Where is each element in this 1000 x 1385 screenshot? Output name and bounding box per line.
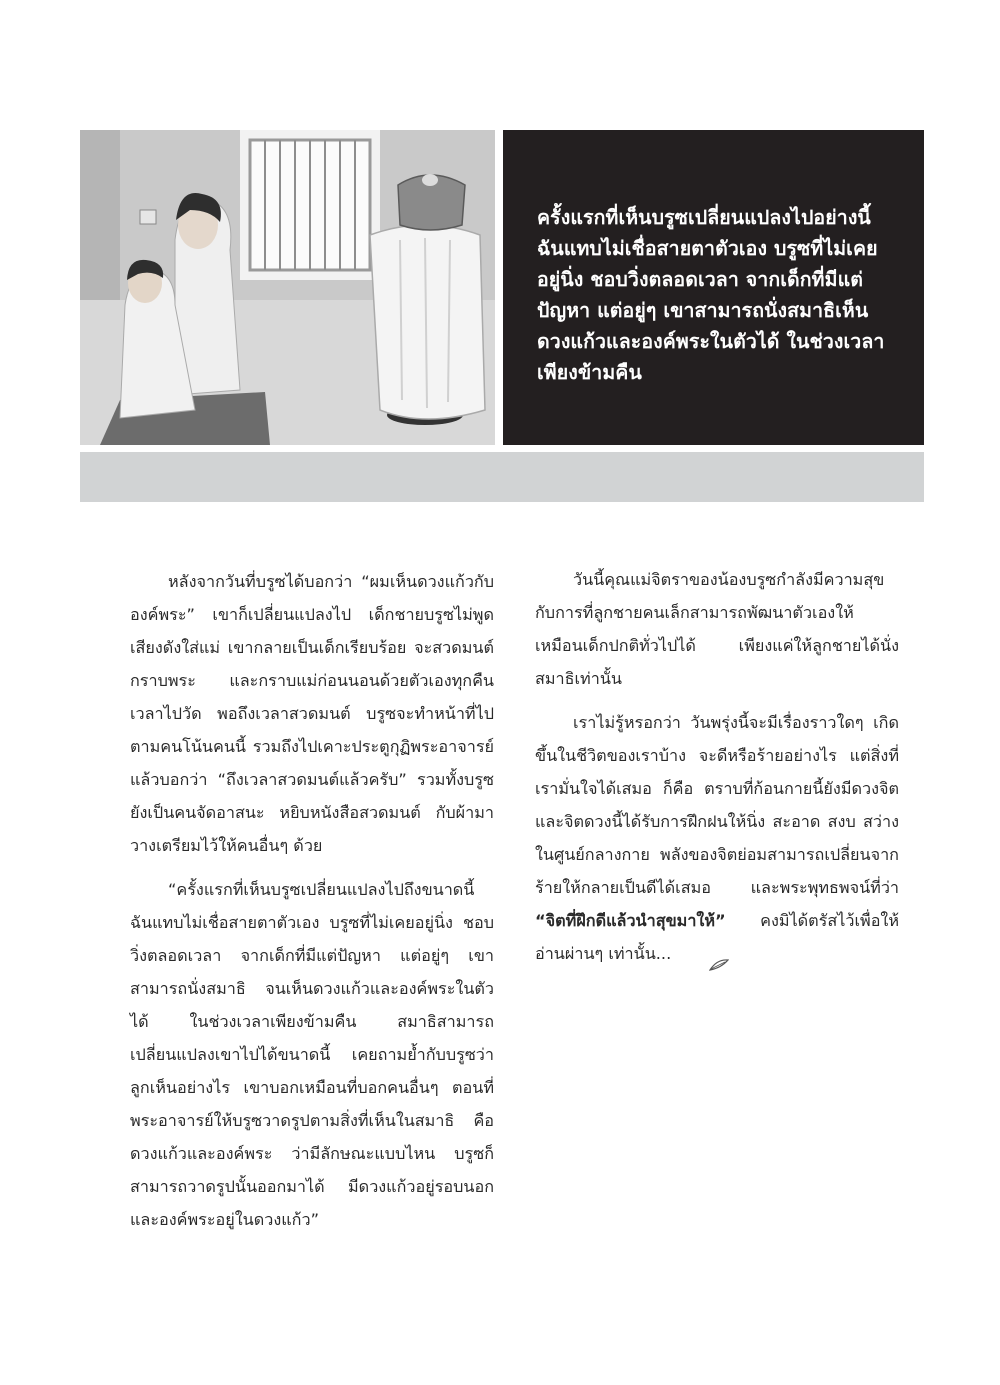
leaf-end-icon [671, 949, 691, 961]
paragraph: หลังจากวันที่บรูซได้บอกว่า “ผมเห็นดวงแก้วกับองค์พระ” เขาก็เปลี่ยนแปลงไป เด็กชายบรูซไม่พูดเสียงดังใส่แม่ เขากลายเป็นเด็กเรียบร้อย จะสวดมนต์ กราบพระ และกราบแม่ก่อนนอนด้วยตัวเองทุกคืน เวลาไปวัด พอถึงเวลาสวดมนต์ บรูซจะทำหน้าที่ไปตามคนโน้นคนนี้ รวมถึงไปเคาะประตูกุฏิพระอาจารย์ แล้วบอกว่า “ถึงเวลาสวดมนต์แล้วครับ” รวมทั้งบรูซยังเป็นคนจัดอาสนะ หยิบหนังสือสวดมนต์ กับผ้ามาวางเตรียมไว้ให้คนอื่นๆ ด้วย [130, 572, 494, 855]
pull-quote-text: ครั้งแรกที่เห็นบรูซเปลี่ยนแปลงไปอย่างนี้ ฉันแทบไม่เชื่อสายตาตัวเอง บรูซที่ไม่เคยอยู่นิ่ง ชอบวิ่งตลอดเวลา จากเด็กที่มีแต่ปัญหา แต่อยู่ๆ เขาสามารถนั่งสมาธิเห็นดวงแก้วและองค์พระในตัวได้ ในช่วงเวลาเพียงข้ามคืน [537, 206, 885, 384]
paragraph-text-end: คงมิได้ตรัสไว้เพื่อให้อ่านผ่านๆ เท่านั้น... [535, 911, 899, 963]
paragraph: วันนี้คุณแม่จิตราของน้องบรูซกำลังมีความสุขกับการที่ลูกชายคนเล็กสามารถพัฒนาตัวเองให้เหมือนเด็กปกติทั่วไปได้ เพียงแค่ให้ลูกชายได้นั่งสมาธิเท่านั้น [535, 570, 899, 688]
pull-quote-box [503, 130, 924, 445]
divider-band [80, 452, 924, 502]
meditation-photo [80, 130, 495, 445]
paragraph: “ครั้งแรกที่เห็นบรูซเปลี่ยนแปลงไปถึงขนาดนี้ ฉันแทบไม่เชื่อสายตาตัวเอง บรูซที่ไม่เคยอยู่นิ่ง ชอบวิ่งตลอดเวลา จากเด็กที่มีแต่ปัญหา แต่อยู่ๆ เขาสามารถนั่งสมาธิ จนเห็นดวงแก้วและองค์พระในตัวได้ ในช่วงเวลาเพียงข้ามคืน สมาธิสามารถเปลี่ยนแปลงเขาไปได้ขนาดนี้ เคยถามย้ำกับบรูซว่าลูกเห็นอย่างไร เขาบอกเหมือนที่บอกคนอื่นๆ ตอนที่พระอาจารย์ให้บรูซวาดรูปตามสิ่งที่เห็นในสมาธิ คือดวงแก้วและองค์พระ ว่ามีลักษณะแบบไหน บรูซก็สามารถวาดรูปนั้นออกมาได้ มีดวงแก้วอยู่รอบนอกและองค์พระอยู่ในดวงแก้ว” [130, 880, 494, 1229]
paragraph-closing [535, 706, 899, 970]
article-column-right [535, 563, 899, 981]
photo-illustration [80, 130, 495, 445]
buddha-quote: “จิตที่ฝึกดีแล้วนำสุขมาให้” [535, 911, 726, 930]
paragraph-text: เราไม่รู้หรอกว่า วันพรุ่งนี้จะมีเรื่องราวใดๆ เกิดขึ้นในชีวิตของเราบ้าง จะดีหรือร้ายอย่างไร แต่สิ่งที่เรามั่นใจได้เสมอ ก็คือ ตราบที่ก้อนกายนี้ยังมีดวงจิต และจิตดวงนี้ได้รับการฝึกฝนให้นิ่ง สะอาด สงบ สว่าง ในศูนย์กลางกาย พลังของจิตย่อมสามารถเปลี่ยนจากร้ายให้กลายเป็นดีได้เสมอ และพระพุทธพจน์ที่ว่า [535, 713, 899, 897]
article-column-left [130, 565, 494, 1247]
